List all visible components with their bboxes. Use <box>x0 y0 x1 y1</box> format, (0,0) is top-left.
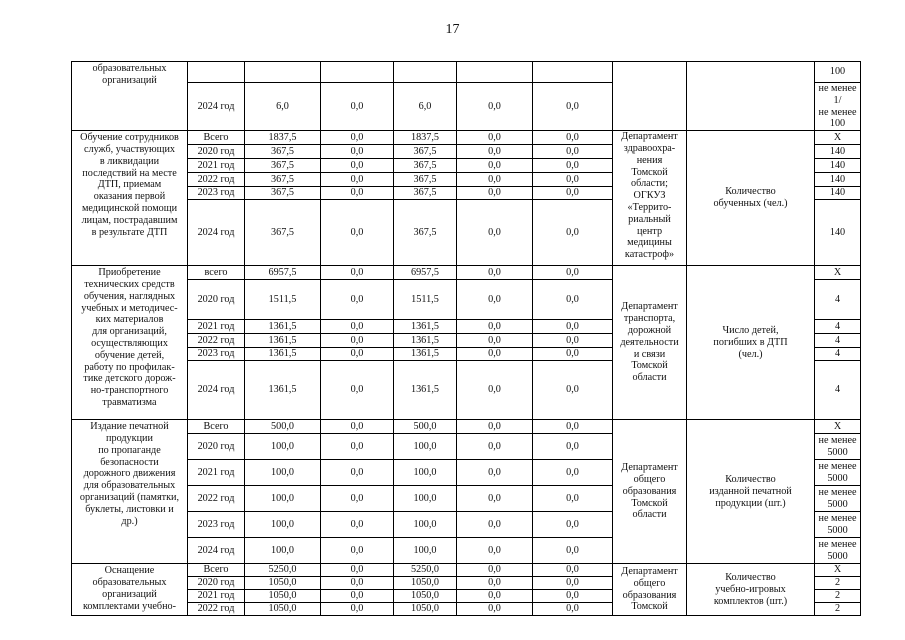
federal-cell: 0,0 <box>321 486 394 512</box>
extrabudget-cell: 0,0 <box>533 145 613 159</box>
extrabudget-cell: 0,0 <box>533 564 613 577</box>
regional-cell: 1361,5 <box>394 320 457 334</box>
table-row <box>72 266 861 280</box>
regional-cell: 367,5 <box>394 200 457 266</box>
responsible-department: Департамент здравоохра- нения Томской области; ОГКУЗ «Террито- риальный центр медицины катастроф» <box>613 131 687 266</box>
target-value-cell: 4 <box>815 280 861 320</box>
regional-cell: 100,0 <box>394 486 457 512</box>
municipal-cell: 0,0 <box>457 159 533 173</box>
municipal-cell: 0,0 <box>457 187 533 200</box>
year-cell: 2023 год <box>188 187 245 200</box>
federal-cell: 0,0 <box>321 564 394 577</box>
target-value-cell: X <box>815 420 861 434</box>
extrabudget-cell: 0,0 <box>533 512 613 538</box>
regional-cell: 100,0 <box>394 434 457 460</box>
municipal-cell: 0,0 <box>457 83 533 131</box>
federal-cell: 0,0 <box>321 361 394 420</box>
total-cell: 1361,5 <box>245 348 321 361</box>
total-cell: 1837,5 <box>245 131 321 145</box>
program-measures-table <box>71 61 861 616</box>
target-value-cell: 140 <box>815 173 861 187</box>
responsible-department: Департамент общего образования Томской области <box>613 420 687 564</box>
target-value-cell: 2 <box>815 577 861 590</box>
total-cell: 100,0 <box>245 538 321 564</box>
indicator-name: Количество учебно-игровых комплектов (шт.) <box>687 564 815 616</box>
municipal-cell: 0,0 <box>457 200 533 266</box>
municipal-cell: 0,0 <box>457 603 533 616</box>
year-cell: 2022 год <box>188 486 245 512</box>
total-cell: 1361,5 <box>245 361 321 420</box>
federal-cell: 0,0 <box>321 603 394 616</box>
table-row <box>72 62 861 83</box>
target-value-cell: 4 <box>815 334 861 348</box>
total-cell: 500,0 <box>245 420 321 434</box>
regional-cell: 1050,0 <box>394 603 457 616</box>
indicator-name: Количество обученных (чел.) <box>687 131 815 266</box>
extrabudget-cell: 0,0 <box>533 131 613 145</box>
total-cell: 100,0 <box>245 460 321 486</box>
year-cell: 2024 год <box>188 538 245 564</box>
regional-cell <box>394 62 457 83</box>
year-cell: 2022 год <box>188 173 245 187</box>
target-value-cell: не менее 5000 <box>815 460 861 486</box>
measure-description: образовательных организаций <box>72 62 188 131</box>
year-cell: 2024 год <box>188 83 245 131</box>
extrabudget-cell: 0,0 <box>533 486 613 512</box>
total-cell: 6,0 <box>245 83 321 131</box>
measure-description: Обучение сотрудников служб, участвующих в ликвидации последствий на месте ДТП, приемам оказания первой медицинской помощи лицам, пострадавшим в результате ДТП <box>72 131 188 266</box>
regional-cell: 367,5 <box>394 187 457 200</box>
federal-cell: 0,0 <box>321 83 394 131</box>
year-cell: Всего <box>188 131 245 145</box>
extrabudget-cell: 0,0 <box>533 320 613 334</box>
municipal-cell <box>457 62 533 83</box>
extrabudget-cell: 0,0 <box>533 334 613 348</box>
extrabudget-cell: 0,0 <box>533 420 613 434</box>
target-value-cell: 4 <box>815 320 861 334</box>
regional-cell: 6957,5 <box>394 266 457 280</box>
federal-cell <box>321 62 394 83</box>
target-value-cell: 4 <box>815 361 861 420</box>
year-cell: 2021 год <box>188 460 245 486</box>
municipal-cell: 0,0 <box>457 512 533 538</box>
target-value-cell: 2 <box>815 603 861 616</box>
municipal-cell: 0,0 <box>457 564 533 577</box>
municipal-cell: 0,0 <box>457 131 533 145</box>
total-cell: 367,5 <box>245 187 321 200</box>
extrabudget-cell: 0,0 <box>533 460 613 486</box>
regional-cell: 100,0 <box>394 538 457 564</box>
target-value-cell: не менее 5000 <box>815 486 861 512</box>
municipal-cell: 0,0 <box>457 590 533 603</box>
extrabudget-cell: 0,0 <box>533 280 613 320</box>
target-value-cell: 140 <box>815 200 861 266</box>
extrabudget-cell: 0,0 <box>533 434 613 460</box>
year-cell: 2021 год <box>188 320 245 334</box>
federal-cell: 0,0 <box>321 266 394 280</box>
federal-cell: 0,0 <box>321 145 394 159</box>
table-row <box>72 420 861 434</box>
municipal-cell: 0,0 <box>457 420 533 434</box>
municipal-cell: 0,0 <box>457 538 533 564</box>
year-cell: 2021 год <box>188 159 245 173</box>
target-value-cell: 4 <box>815 348 861 361</box>
extrabudget-cell: 0,0 <box>533 348 613 361</box>
year-cell: 2024 год <box>188 361 245 420</box>
federal-cell: 0,0 <box>321 590 394 603</box>
regional-cell: 1361,5 <box>394 361 457 420</box>
year-cell: 2022 год <box>188 334 245 348</box>
target-value-cell: X <box>815 564 861 577</box>
total-cell: 367,5 <box>245 200 321 266</box>
federal-cell: 0,0 <box>321 159 394 173</box>
municipal-cell: 0,0 <box>457 434 533 460</box>
regional-cell: 367,5 <box>394 145 457 159</box>
municipal-cell: 0,0 <box>457 334 533 348</box>
municipal-cell: 0,0 <box>457 145 533 159</box>
table-row <box>72 564 861 577</box>
federal-cell: 0,0 <box>321 334 394 348</box>
extrabudget-cell: 0,0 <box>533 361 613 420</box>
municipal-cell: 0,0 <box>457 361 533 420</box>
target-value-cell: 140 <box>815 145 861 159</box>
year-cell: всего <box>188 266 245 280</box>
total-cell: 1361,5 <box>245 334 321 348</box>
total-cell: 5250,0 <box>245 564 321 577</box>
total-cell: 367,5 <box>245 145 321 159</box>
municipal-cell: 0,0 <box>457 280 533 320</box>
year-cell: 2023 год <box>188 512 245 538</box>
regional-cell: 1050,0 <box>394 577 457 590</box>
year-cell: 2024 год <box>188 200 245 266</box>
municipal-cell: 0,0 <box>457 486 533 512</box>
regional-cell: 6,0 <box>394 83 457 131</box>
municipal-cell: 0,0 <box>457 348 533 361</box>
total-cell: 1050,0 <box>245 590 321 603</box>
regional-cell: 500,0 <box>394 420 457 434</box>
extrabudget-cell: 0,0 <box>533 603 613 616</box>
municipal-cell: 0,0 <box>457 320 533 334</box>
responsible-department: Департамент транспорта, дорожной деятельности и связи Томской области <box>613 266 687 420</box>
target-value-cell: X <box>815 266 861 280</box>
municipal-cell: 0,0 <box>457 173 533 187</box>
regional-cell: 1050,0 <box>394 590 457 603</box>
target-value-cell: не менее 5000 <box>815 434 861 460</box>
extrabudget-cell: 0,0 <box>533 577 613 590</box>
federal-cell: 0,0 <box>321 512 394 538</box>
federal-cell: 0,0 <box>321 460 394 486</box>
year-cell: 2020 год <box>188 577 245 590</box>
regional-cell: 5250,0 <box>394 564 457 577</box>
federal-cell: 0,0 <box>321 420 394 434</box>
measure-description: Приобретение технических средств обучения, наглядных учебных и методичес- ких материалов для организаций, осуществляющих обучение детей, работу по профилак- тике детского дорож- но-транспортного травматизма <box>72 266 188 420</box>
regional-cell: 1361,5 <box>394 348 457 361</box>
extrabudget-cell: 0,0 <box>533 200 613 266</box>
year-cell: 2020 год <box>188 434 245 460</box>
year-cell <box>188 62 245 83</box>
extrabudget-cell: 0,0 <box>533 159 613 173</box>
regional-cell: 367,5 <box>394 173 457 187</box>
responsible-department: Департамент общего образования Томской <box>613 564 687 616</box>
target-value-cell: не менее 5000 <box>815 512 861 538</box>
federal-cell: 0,0 <box>321 131 394 145</box>
federal-cell: 0,0 <box>321 577 394 590</box>
total-cell: 1050,0 <box>245 577 321 590</box>
extrabudget-cell: 0,0 <box>533 590 613 603</box>
target-value-cell: 140 <box>815 159 861 173</box>
measure-description: Оснащение образовательных организаций комплектами учебно- <box>72 564 188 616</box>
total-cell: 100,0 <box>245 434 321 460</box>
regional-cell: 100,0 <box>394 460 457 486</box>
year-cell: Всего <box>188 564 245 577</box>
year-cell: 2020 год <box>188 280 245 320</box>
year-cell: 2021 год <box>188 590 245 603</box>
federal-cell: 0,0 <box>321 187 394 200</box>
target-value-cell: не менее 5000 <box>815 538 861 564</box>
total-cell: 6957,5 <box>245 266 321 280</box>
extrabudget-cell: 0,0 <box>533 173 613 187</box>
total-cell: 100,0 <box>245 512 321 538</box>
municipal-cell: 0,0 <box>457 460 533 486</box>
target-value-cell: X <box>815 131 861 145</box>
regional-cell: 367,5 <box>394 159 457 173</box>
municipal-cell: 0,0 <box>457 577 533 590</box>
total-cell: 1361,5 <box>245 320 321 334</box>
federal-cell: 0,0 <box>321 280 394 320</box>
measure-description: Издание печатной продукции по пропаганде безопасности дорожного движения для образовательных организаций (памятки, буклеты, листовки и др.) <box>72 420 188 564</box>
target-value-cell: не менее 1/ не менее 100 <box>815 83 861 131</box>
federal-cell: 0,0 <box>321 173 394 187</box>
extrabudget-cell <box>533 62 613 83</box>
extrabudget-cell: 0,0 <box>533 538 613 564</box>
indicator-name <box>687 62 815 131</box>
year-cell: 2023 год <box>188 348 245 361</box>
total-cell: 367,5 <box>245 173 321 187</box>
year-cell: 2020 год <box>188 145 245 159</box>
municipal-cell: 0,0 <box>457 266 533 280</box>
extrabudget-cell: 0,0 <box>533 266 613 280</box>
table-row <box>72 131 861 145</box>
page-number: 17 <box>445 22 460 37</box>
regional-cell: 1837,5 <box>394 131 457 145</box>
indicator-name: Число детей, погибших в ДТП (чел.) <box>687 266 815 420</box>
federal-cell: 0,0 <box>321 200 394 266</box>
extrabudget-cell: 0,0 <box>533 83 613 131</box>
responsible-department <box>613 62 687 131</box>
extrabudget-cell: 0,0 <box>533 187 613 200</box>
regional-cell: 100,0 <box>394 512 457 538</box>
target-value-cell: 140 <box>815 187 861 200</box>
total-cell: 1511,5 <box>245 280 321 320</box>
target-value-cell: 100 <box>815 62 861 83</box>
year-cell: 2022 год <box>188 603 245 616</box>
target-value-cell: 2 <box>815 590 861 603</box>
federal-cell: 0,0 <box>321 348 394 361</box>
total-cell: 367,5 <box>245 159 321 173</box>
federal-cell: 0,0 <box>321 434 394 460</box>
total-cell <box>245 62 321 83</box>
regional-cell: 1511,5 <box>394 280 457 320</box>
total-cell: 1050,0 <box>245 603 321 616</box>
regional-cell: 1361,5 <box>394 334 457 348</box>
federal-cell: 0,0 <box>321 320 394 334</box>
federal-cell: 0,0 <box>321 538 394 564</box>
total-cell: 100,0 <box>245 486 321 512</box>
year-cell: Всего <box>188 420 245 434</box>
indicator-name: Количество изданной печатной продукции (шт.) <box>687 420 815 564</box>
